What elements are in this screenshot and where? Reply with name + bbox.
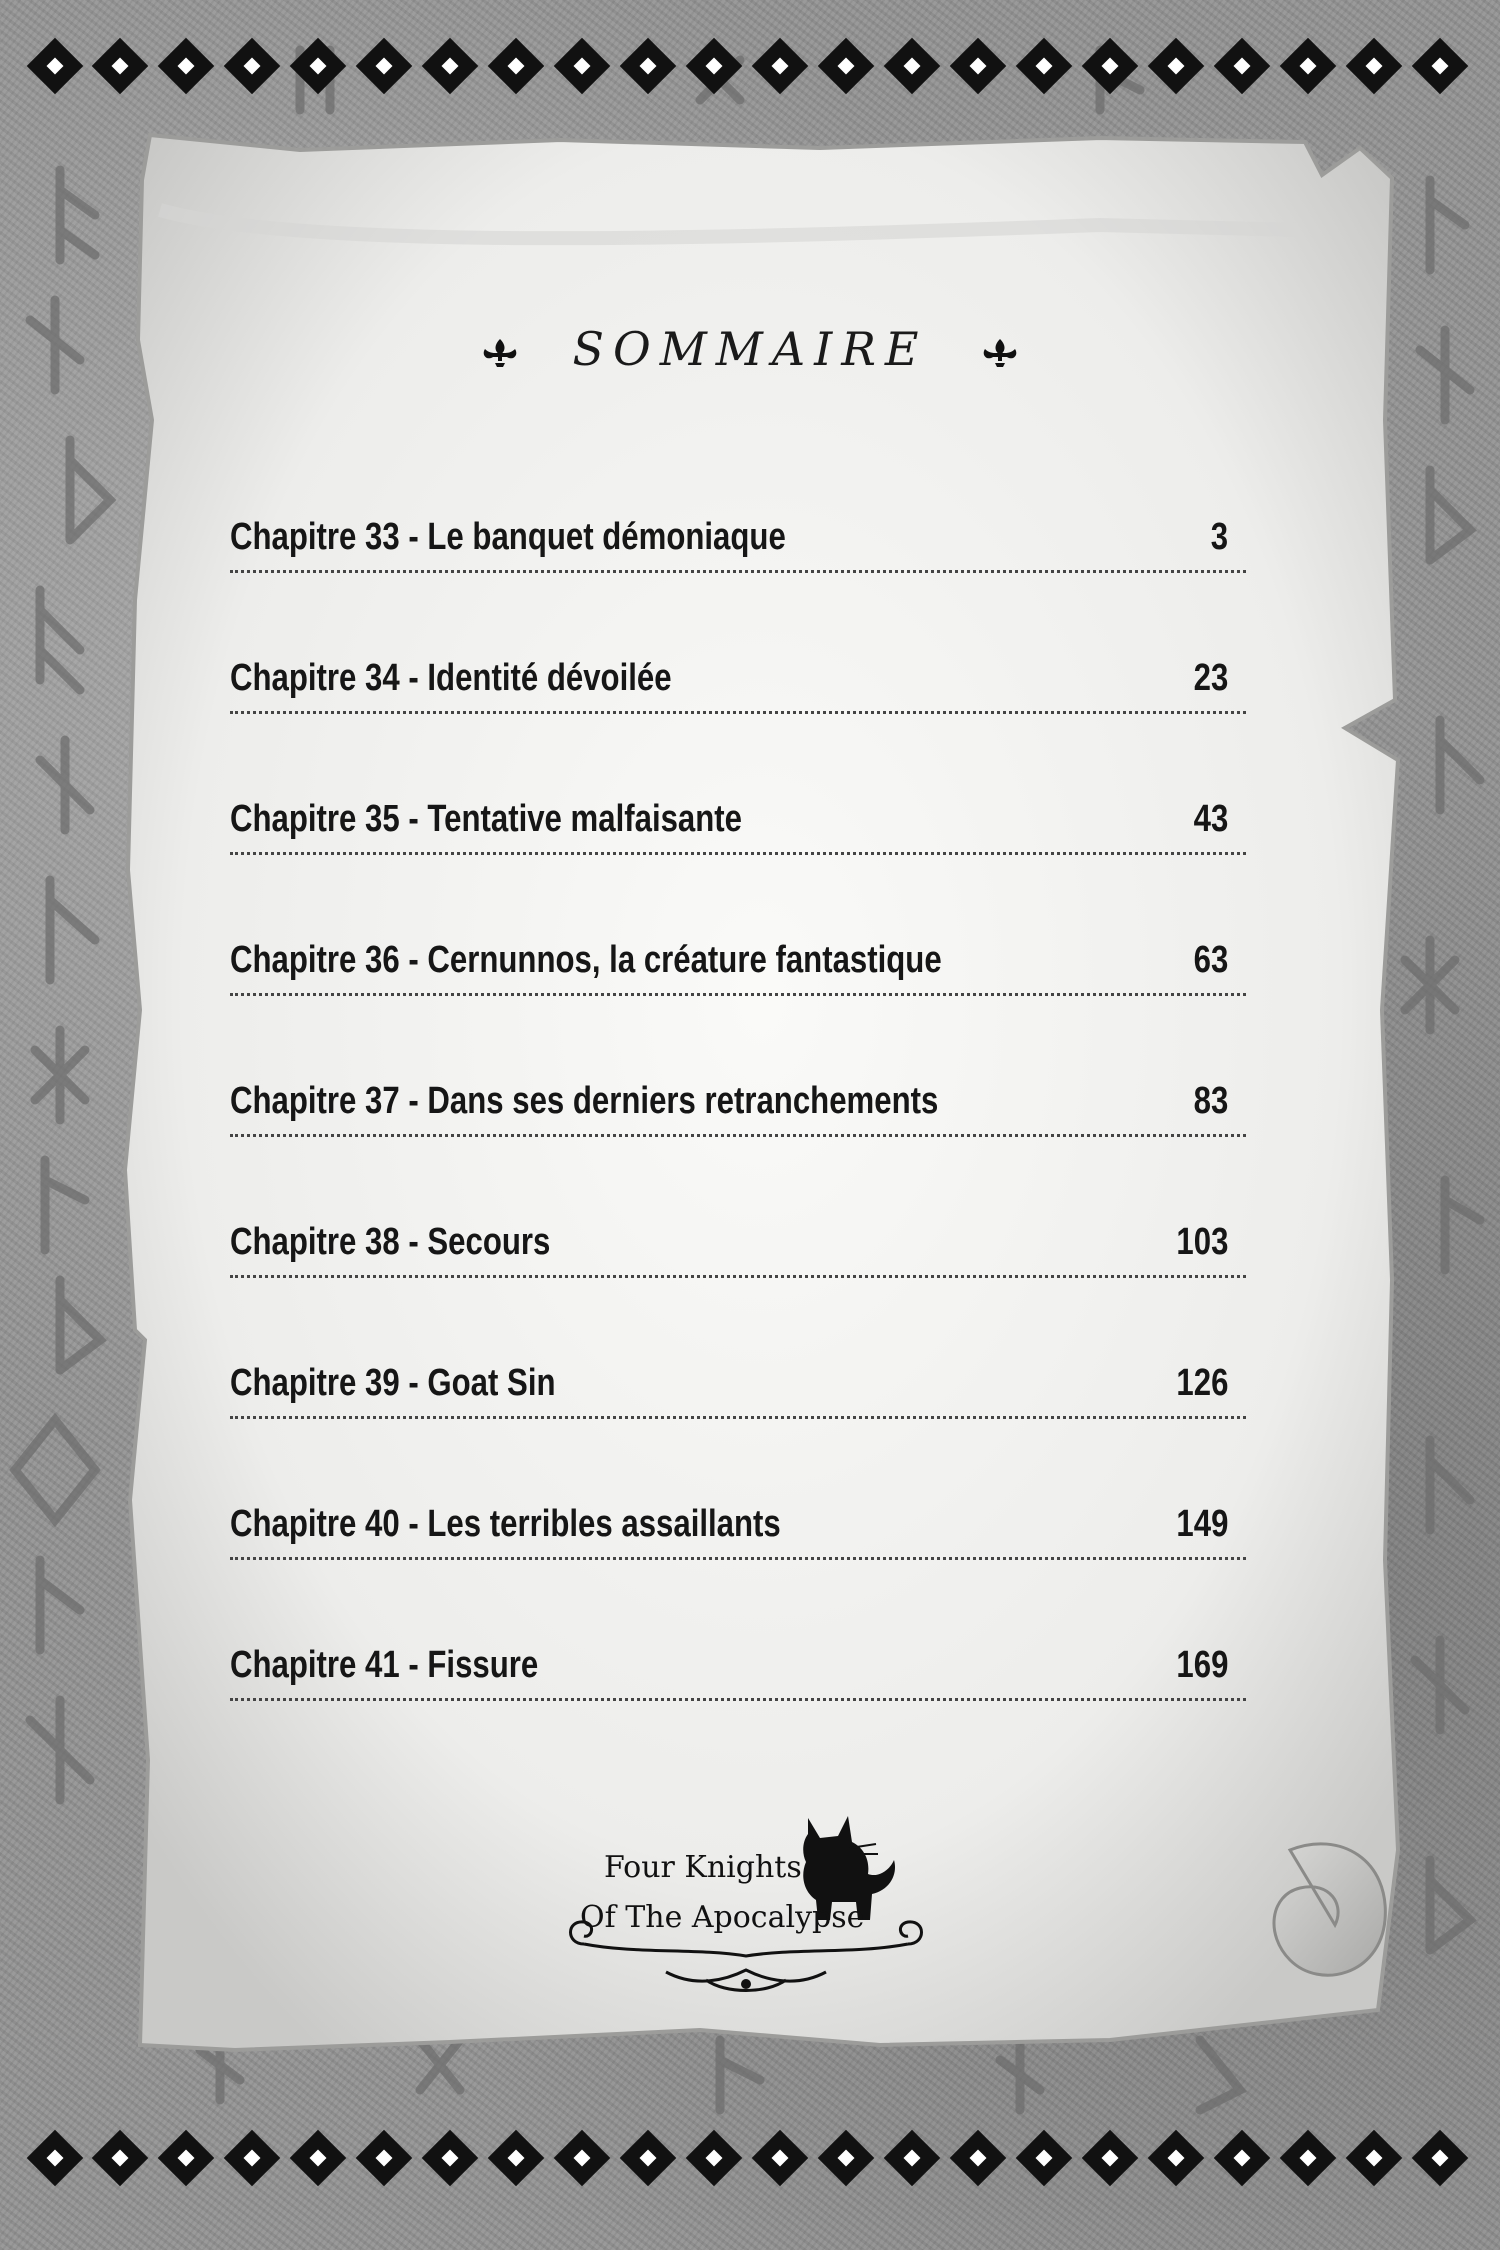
toc-entry-chapter-38[interactable] [230, 1213, 1246, 1354]
chapter-title: Chapitre 40 - Les terribles assaillants [230, 1503, 781, 1545]
chapter-title: Chapitre 41 - Fissure [230, 1644, 539, 1686]
chapter-page-number: 149 [1176, 1503, 1228, 1545]
chapter-title: Chapitre 39 - Goat Sin [230, 1362, 556, 1404]
logo-line-1: Four Knights [604, 1850, 802, 1885]
toc-entry-chapter-37[interactable] [230, 1072, 1246, 1213]
chapter-page-number: 3 [1210, 516, 1228, 558]
flourish-ornament [556, 1908, 936, 1998]
chapter-title: Chapitre 37 - Dans ses derniers retranchements [230, 1080, 939, 1122]
toc-entry-chapter-40[interactable] [230, 1495, 1246, 1636]
toc-entry-chapter-35[interactable] [230, 790, 1246, 931]
toc-entry-chapter-36[interactable] [230, 931, 1246, 1072]
logo-line-2: Of The Apocalypse [580, 1900, 865, 1935]
toc-entry-chapter-33[interactable] [230, 508, 1246, 649]
chapter-title: Chapitre 35 - Tentative malfaisante [230, 798, 743, 840]
toc-entry-chapter-34[interactable] [230, 649, 1246, 790]
title-text: SOMMAIRE [572, 322, 928, 376]
fleur-de-lis-icon [477, 335, 523, 371]
page-title [0, 322, 1500, 376]
chapter-page-number: 63 [1193, 939, 1228, 981]
chapter-title: Chapitre 38 - Secours [230, 1221, 551, 1263]
table-of-contents [230, 508, 1246, 1777]
series-logo [556, 1808, 936, 2008]
chapter-title: Chapitre 36 - Cernunnos, la créature fantastique [230, 939, 942, 981]
chapter-page-number: 103 [1176, 1221, 1228, 1263]
chapter-page-number: 126 [1176, 1362, 1228, 1404]
fleur-de-lis-icon [977, 335, 1023, 371]
toc-entry-chapter-39[interactable] [230, 1354, 1246, 1495]
toc-entry-chapter-41[interactable] [230, 1636, 1246, 1777]
chapter-page-number: 43 [1193, 798, 1228, 840]
chapter-page-number: 23 [1193, 657, 1228, 699]
chapter-title: Chapitre 33 - Le banquet démoniaque [230, 516, 786, 558]
chapter-page-number: 169 [1176, 1644, 1228, 1686]
chapter-title: Chapitre 34 - Identité dévoilée [230, 657, 672, 699]
chapter-page-number: 83 [1193, 1080, 1228, 1122]
